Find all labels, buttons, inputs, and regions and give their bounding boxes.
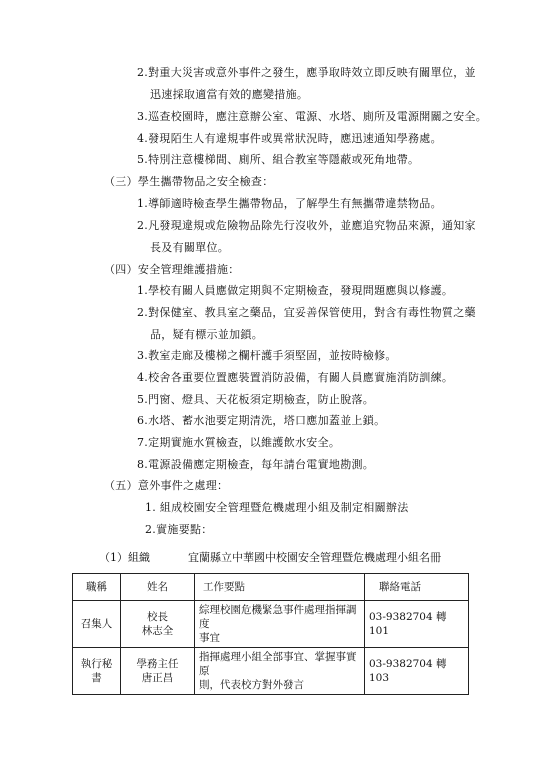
item-line: 1.學校有關人員應做定期與不定期檢查，發現問題應與以修護。 <box>137 284 454 297</box>
item-line: 4.校舍各重要位置應裝置消防設備，有關人員應實施消防訓練。 <box>137 371 454 384</box>
item-line: 7.定期實施水質檢查，以維護飲水安全。 <box>137 436 341 449</box>
col-header-name: 姓名 <box>121 574 195 601</box>
phone-ext: 103 <box>369 672 390 684</box>
duty-line: 則，代表校方對外發言 <box>199 679 304 691</box>
item-line: 長及有關單位。 <box>150 241 230 254</box>
roster-table <box>72 573 469 695</box>
section-heading: （三）學生攜帶物品之安全檢查： <box>104 175 274 188</box>
phone-line: 03-9382704 轉 <box>369 611 447 623</box>
phone-cell <box>365 601 469 648</box>
name-cell <box>121 601 195 648</box>
item-line: 3.教室走廊及樓梯之欄杆護手須堅固，並按時檢修。 <box>137 349 397 362</box>
table-header-row <box>73 574 469 601</box>
item-line: 8.電源設備應定期檢查，每年請台電實地勘測。 <box>137 458 375 471</box>
item-line: 2.實施要點： <box>145 523 213 536</box>
col-header-duty: 工作要點 <box>195 574 365 601</box>
item-line: 品，疑有標示並加鎖。 <box>150 328 263 341</box>
roster-title: 宜蘭縣立中華國中校園安全管理暨危機處理小組名冊 <box>188 551 441 564</box>
item-line: 1.導師適時檢查學生攜帶物品，了解學生有無攜帶違禁物品。 <box>137 197 442 210</box>
col-header-role: 職稱 <box>73 574 121 601</box>
item-line: 2.對重大災害或意外事件之發生，應爭取時效立即反映有關單位，並 <box>137 66 476 79</box>
item-line: 3.巡查校園時，應注意辦公室、電源、水塔、廁所及電源開關之安全。 <box>137 110 488 123</box>
name-title: 學務主任 <box>136 658 179 670</box>
name-title: 校長 <box>147 611 168 623</box>
phone-ext: 101 <box>369 625 390 637</box>
table-row <box>73 648 469 695</box>
section-heading: （四）安全管理維護措施： <box>104 263 240 276</box>
col-header-phone: 聯絡電話 <box>365 574 469 601</box>
duty-line: 綜理校園危機緊急事件處理指揮調度 <box>199 604 357 630</box>
phone-cell <box>365 648 469 695</box>
person-name: 林志全 <box>141 625 174 637</box>
item-line: 2.凡發現違規或危險物品除先行沒收外，並應追究物品來源，通知家 <box>137 219 476 232</box>
duty-cell <box>195 601 365 648</box>
item-line: 2.對保健室、教具室之藥品，宜妥善保管使用，對含有毒性物質之藥 <box>137 306 476 319</box>
duty-line: 指揮處理小組全部事宜、掌握事實原 <box>199 651 357 677</box>
section-heading: （五）意外事件之處理： <box>104 479 229 492</box>
item-line: 1. 組成校園安全管理暨危機處理小組及制定相關辦法 <box>145 501 409 514</box>
org-label: （1）組織 <box>99 551 150 564</box>
table-row <box>73 601 469 648</box>
duty-line: 事宜 <box>199 632 220 644</box>
role-cell: 召集人 <box>73 601 121 648</box>
item-line: 迅速採取適當有效的應變措施。 <box>150 88 309 101</box>
phone-line: 03-9382704 轉 <box>369 658 447 670</box>
duty-cell <box>195 648 365 695</box>
item-line: 4.發現陌生人有違規事件或異常狀況時，應迅速通知學務處。 <box>137 132 442 145</box>
item-line: 5.門窗、燈具、天花板須定期檢查，防止脫落。 <box>137 393 375 406</box>
name-cell <box>121 648 195 695</box>
item-line: 6.水塔、蓄水池要定期清洗，塔口應加蓋並上鎖。 <box>137 414 386 427</box>
person-name: 唐正昌 <box>141 672 174 684</box>
item-line: 5.特別注意樓梯間、廁所、組合教室等隱蔽或死角地帶。 <box>137 153 420 166</box>
role-cell: 執行秘書 <box>73 648 121 695</box>
